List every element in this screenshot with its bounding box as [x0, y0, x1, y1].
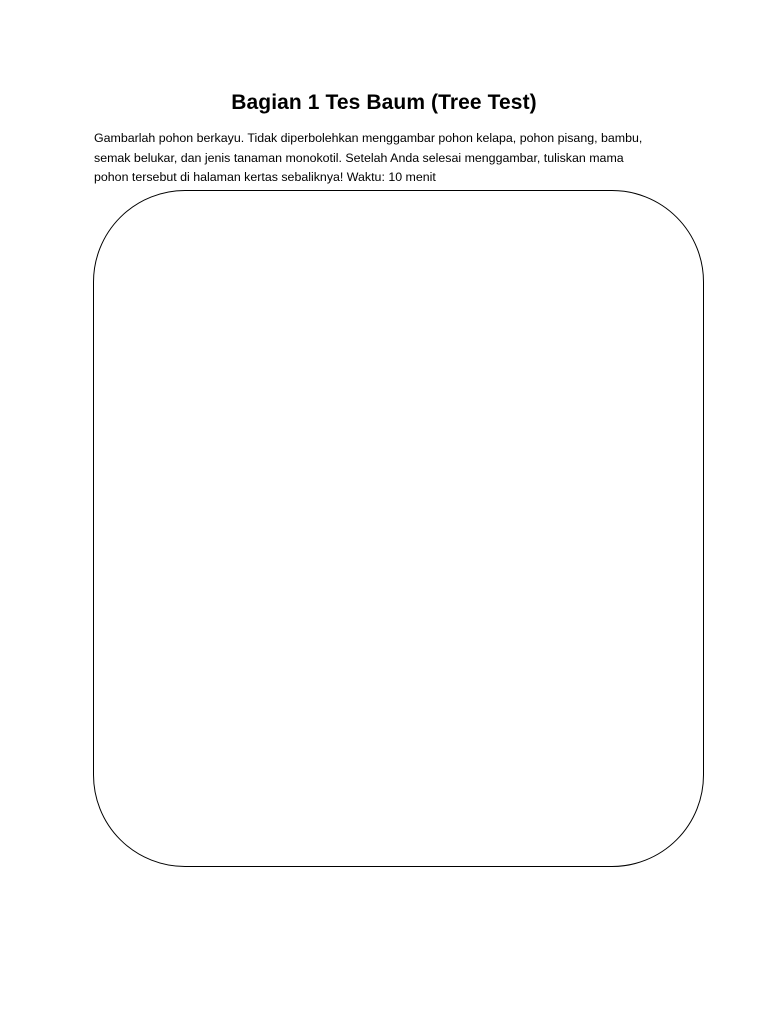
drawing-area-frame[interactable] [93, 190, 704, 867]
instructions-paragraph [94, 129, 694, 188]
instruction-line: semak belukar, dan jenis tanaman monokotil. Setelah Anda selesai menggambar, tuliskan mama [94, 150, 624, 165]
instruction-line: Gambarlah pohon berkayu. Tidak diperbolehkan menggambar pohon kelapa, pohon pisang, bambu, [94, 131, 643, 145]
page-title: Bagian 1 Tes Baum (Tree Test) [231, 91, 537, 114]
instruction-line: pohon tersebut di halaman kertas sebaliknya! Waktu: 10 menit [94, 170, 436, 185]
